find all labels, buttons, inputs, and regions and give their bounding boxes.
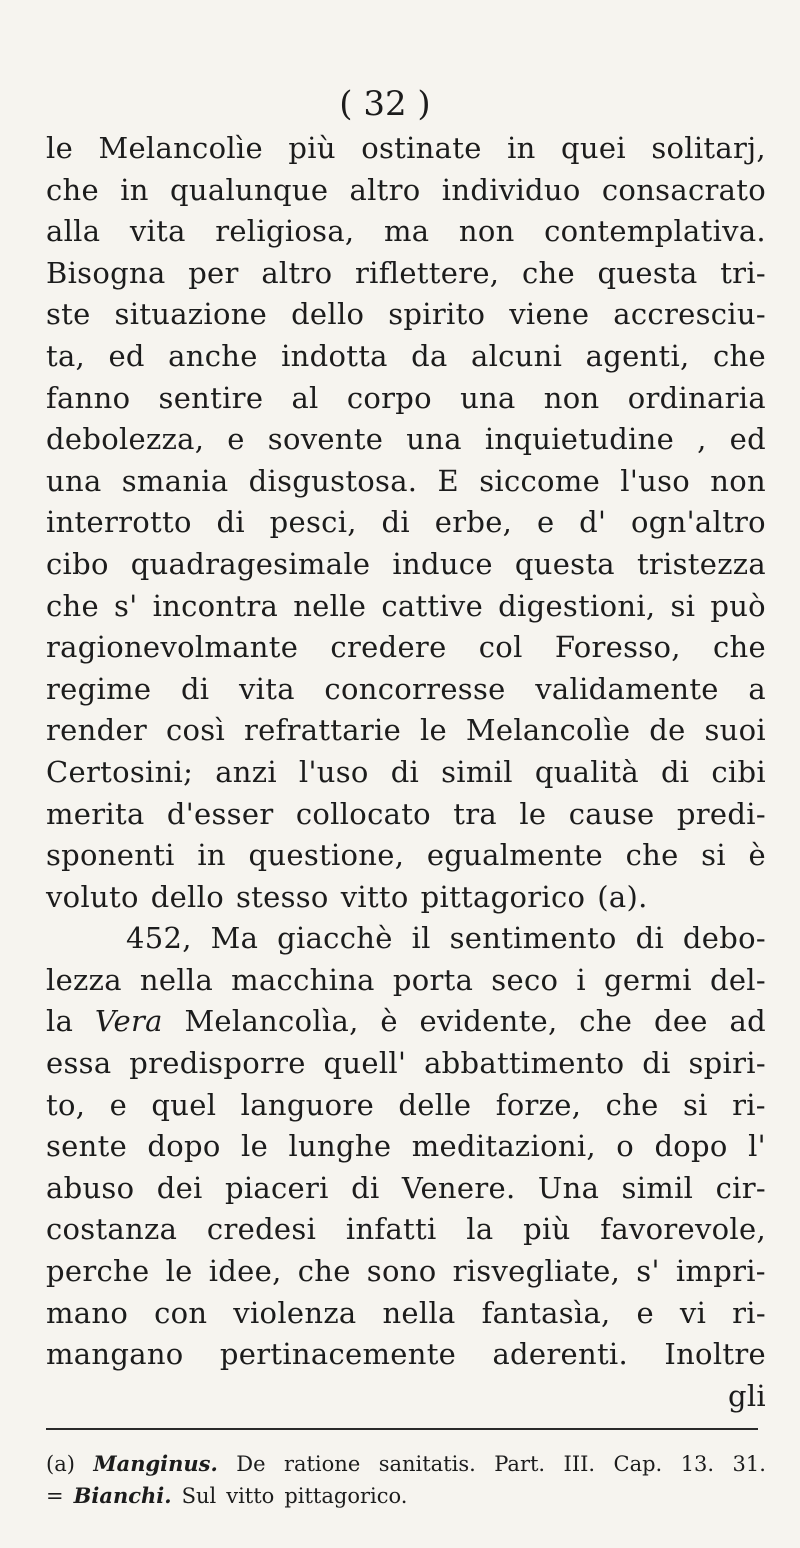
word: indotta	[281, 338, 388, 373]
word: col	[478, 630, 523, 665]
text-line-23	[46, 1043, 766, 1085]
word: siccome	[479, 463, 601, 498]
word: è	[748, 838, 766, 873]
word: languore	[240, 1087, 375, 1122]
text-line-25	[46, 1126, 766, 1168]
word: i	[576, 962, 586, 997]
catchword-line	[46, 1376, 766, 1418]
word: le	[46, 131, 74, 165]
word: Una	[537, 1170, 600, 1205]
word: non	[458, 214, 515, 249]
word: di	[660, 754, 690, 789]
word: di	[351, 1170, 380, 1205]
word: più	[288, 131, 336, 165]
word: s'	[114, 588, 138, 623]
word: sente	[46, 1129, 128, 1164]
word-italic: Vera	[94, 1004, 163, 1039]
text-line-17	[46, 794, 766, 836]
word: smania	[121, 463, 229, 498]
word: Cap.	[613, 1452, 663, 1476]
word: ogn'altro	[631, 505, 766, 540]
word: meditazioni,	[411, 1129, 596, 1164]
word: s'	[636, 1254, 660, 1289]
word: ma	[383, 214, 430, 249]
word: vitto	[226, 1484, 275, 1508]
word: e	[109, 1087, 128, 1122]
word: al	[291, 380, 319, 415]
word: Foresso,	[554, 630, 681, 665]
word: cattive	[381, 588, 484, 623]
word: dei	[156, 1170, 203, 1205]
word: cause	[568, 796, 655, 831]
word: Certosini;	[46, 754, 194, 789]
word: costanza	[46, 1212, 178, 1247]
word: sentire	[158, 380, 264, 415]
word: III.	[563, 1452, 596, 1476]
word: che	[712, 338, 766, 373]
word: di	[390, 754, 420, 789]
word: impri-	[675, 1254, 766, 1289]
word: mangano	[46, 1337, 184, 1372]
word: spiri-	[688, 1046, 766, 1081]
word: che	[521, 255, 575, 290]
word: pittagorico.	[284, 1484, 408, 1508]
word: erbe,	[434, 505, 513, 540]
word: ratione	[283, 1452, 361, 1476]
word: che	[297, 1254, 351, 1289]
word: quel	[151, 1087, 217, 1122]
word: in	[120, 172, 149, 207]
word: tra	[453, 796, 497, 831]
word: agenti,	[585, 338, 690, 373]
word: aderenti.	[492, 1337, 629, 1372]
footnote-line-1	[46, 1448, 766, 1480]
word: alla	[46, 214, 101, 249]
text-line-28	[46, 1251, 766, 1293]
word: che	[712, 630, 766, 665]
word: induce	[392, 546, 493, 581]
word: anzi	[215, 754, 277, 789]
word: ri-	[732, 1087, 766, 1122]
word: altro	[261, 255, 333, 290]
word: viene	[509, 297, 590, 332]
word: non	[543, 380, 600, 415]
word: violenza	[233, 1295, 357, 1330]
word: Melancolìa,	[184, 1004, 359, 1039]
text-line-4	[46, 253, 766, 295]
word: a	[748, 671, 766, 706]
text-line-29	[46, 1293, 766, 1335]
word: dee	[653, 1004, 708, 1039]
word: vitto	[340, 879, 409, 914]
word: nelle	[293, 588, 367, 623]
footnotes	[46, 1448, 766, 1512]
text-line-20	[46, 918, 766, 960]
word: de	[649, 713, 686, 748]
word: o	[616, 1129, 635, 1164]
word: così	[165, 713, 226, 748]
word: favorevole,	[600, 1212, 766, 1247]
word: porta	[392, 962, 474, 997]
text-line-11	[46, 544, 766, 586]
word: cibo	[46, 546, 109, 581]
word: che	[625, 838, 679, 873]
word: con	[154, 1295, 208, 1330]
word: fantasìa,	[481, 1295, 611, 1330]
word: debo-	[682, 921, 766, 956]
word: individuo	[441, 172, 581, 207]
word: d'esser	[166, 796, 274, 831]
word: da	[411, 338, 448, 373]
footnote-line-2	[46, 1480, 766, 1512]
text-line-18	[46, 835, 766, 877]
text-line-16	[46, 752, 766, 794]
word: una	[460, 380, 516, 415]
word: seco	[491, 962, 559, 997]
text-line-7	[46, 378, 766, 420]
word: dopo	[654, 1129, 728, 1164]
word: riflettere,	[354, 255, 500, 290]
word: del-	[709, 962, 766, 997]
word: pertinacemente	[219, 1337, 457, 1372]
word: ed	[108, 338, 145, 373]
word: e	[227, 422, 245, 457]
word: qualunque	[170, 172, 329, 207]
word: De	[236, 1452, 266, 1476]
word: simil	[441, 754, 513, 789]
word: situazione	[114, 297, 268, 332]
word: corpo	[346, 380, 432, 415]
word: di	[216, 505, 245, 540]
word: validamente	[535, 671, 719, 706]
word: voluto	[46, 879, 139, 914]
word: cibi	[711, 754, 766, 789]
word: Ma	[210, 921, 259, 956]
footnote-rule	[46, 1428, 758, 1430]
word: vita	[129, 214, 186, 249]
text-line-2	[46, 170, 766, 212]
word: Part.	[494, 1452, 546, 1476]
word: vita	[239, 671, 295, 706]
word: collocato	[295, 796, 431, 831]
word: dello	[150, 879, 224, 914]
footnote-marker: (a)	[46, 1452, 75, 1476]
word: stesso	[235, 879, 329, 914]
word: refrattarie	[243, 713, 402, 748]
word: egualmente	[426, 838, 603, 873]
word: di	[635, 921, 665, 956]
text-line-8	[46, 419, 766, 461]
word: 31.	[732, 1452, 766, 1476]
word: contemplativa.	[544, 214, 766, 249]
word: digestioni,	[498, 588, 656, 623]
text-line-22	[46, 1001, 766, 1043]
word: qualità	[534, 754, 639, 789]
word: tristezza	[636, 546, 766, 581]
word: quei	[561, 131, 626, 165]
word: che	[46, 172, 99, 207]
word: d'	[579, 505, 607, 540]
word: simil	[621, 1170, 694, 1205]
word: perche	[46, 1254, 150, 1289]
word: germi	[604, 962, 692, 997]
word: l'	[748, 1129, 766, 1164]
word: in	[507, 131, 536, 165]
text-line-30	[46, 1334, 766, 1376]
word: e	[636, 1295, 654, 1330]
word: incontra	[152, 588, 279, 623]
word: l'uso	[298, 754, 369, 789]
word: di	[180, 671, 210, 706]
word: pesci,	[269, 505, 357, 540]
word: predi-	[676, 796, 766, 831]
word: questione,	[248, 838, 405, 873]
word: in	[197, 838, 226, 873]
word: essa	[46, 1046, 112, 1081]
word: le	[519, 796, 547, 831]
word: interrotto	[46, 505, 192, 540]
word: macchina	[231, 962, 375, 997]
text-line-10	[46, 502, 766, 544]
text-line-13	[46, 627, 766, 669]
text-line-1	[46, 128, 766, 170]
word: consacrato	[601, 172, 766, 207]
word: suoi	[704, 713, 766, 748]
word: di	[642, 1046, 671, 1081]
word: la	[466, 1212, 494, 1247]
word: merita	[46, 796, 145, 831]
word: il	[411, 921, 431, 956]
word: Inoltre	[664, 1337, 766, 1372]
word: E	[437, 463, 460, 498]
word: tri-	[720, 255, 766, 290]
word: debolezza,	[46, 422, 205, 457]
word: infatti	[345, 1212, 437, 1247]
text-line-19	[46, 877, 766, 919]
word: giacchè	[277, 921, 393, 956]
word: ,	[697, 422, 707, 457]
word: che	[46, 588, 99, 623]
word: to,	[46, 1087, 86, 1122]
word: lunghe	[288, 1129, 392, 1164]
word: 13.	[680, 1452, 715, 1476]
word: nella	[382, 1295, 456, 1330]
word: non	[710, 463, 766, 498]
word: concorresse	[324, 671, 506, 706]
word: ste	[46, 297, 91, 332]
word: che	[605, 1087, 659, 1122]
word: inquietudine	[484, 422, 675, 457]
word: sanitatis.	[378, 1452, 476, 1476]
word: sponenti	[46, 838, 175, 873]
word: predisporre	[129, 1046, 306, 1081]
word: abuso	[46, 1170, 135, 1205]
word: fanno	[46, 380, 131, 415]
text-line-9	[46, 461, 766, 503]
word: ordinaria	[627, 380, 766, 415]
word: lezza	[46, 962, 122, 997]
page-number: ( 32 )	[339, 84, 431, 124]
word: render	[46, 713, 148, 748]
word: anche	[168, 338, 258, 373]
word: forze,	[495, 1087, 582, 1122]
footnote-reference: (a).	[597, 879, 648, 914]
word: piaceri	[224, 1170, 329, 1205]
word: quadragesimale	[130, 546, 371, 581]
word: nella	[139, 962, 214, 997]
word: che	[579, 1004, 633, 1039]
word: ta,	[46, 338, 86, 373]
word: Sul	[181, 1484, 217, 1508]
word: regime	[46, 671, 152, 706]
text-line-15	[46, 710, 766, 752]
footnote-marker: =	[46, 1484, 64, 1508]
word: mano	[46, 1295, 129, 1330]
word: alcuni	[470, 338, 563, 373]
word: più	[523, 1212, 571, 1247]
word: una	[406, 422, 462, 457]
text-line-27	[46, 1209, 766, 1251]
word: religiosa,	[215, 214, 355, 249]
word: ed	[729, 422, 766, 457]
word: ostinate	[361, 131, 482, 165]
word: pittagorico	[420, 879, 586, 914]
word: idee,	[208, 1254, 282, 1289]
word: le	[419, 713, 447, 748]
paragraph-number: 452,	[126, 921, 192, 956]
text-line-6	[46, 336, 766, 378]
word: spirito	[388, 297, 486, 332]
word: vi	[679, 1295, 707, 1330]
footnote-author: Bianchi.	[73, 1483, 172, 1508]
word: evidente,	[419, 1004, 558, 1039]
word: l'uso	[620, 463, 691, 498]
word: disgustosa.	[248, 463, 418, 498]
word: solitarj,	[651, 131, 766, 165]
word: le	[165, 1254, 193, 1289]
word: la	[46, 1004, 74, 1039]
word: questa	[514, 546, 615, 581]
catchword: gli	[727, 1378, 766, 1413]
word: risvegliate,	[452, 1254, 621, 1289]
text-line-21	[46, 960, 766, 1002]
word: le	[241, 1129, 269, 1164]
word: una	[46, 463, 102, 498]
word: abbattimento	[424, 1046, 625, 1081]
text-line-14	[46, 669, 766, 711]
text-line-5	[46, 294, 766, 336]
word: è	[380, 1004, 398, 1039]
word: ad	[729, 1004, 766, 1039]
word: si	[701, 838, 726, 873]
word: questa	[597, 255, 698, 290]
word: accresciu-	[613, 297, 766, 332]
word: altro	[349, 172, 421, 207]
text-line-26	[46, 1168, 766, 1210]
word: Melancolìe	[465, 713, 631, 748]
text-line-12	[46, 586, 766, 628]
word: ragionevolmante	[46, 630, 299, 665]
word: quell'	[323, 1046, 407, 1081]
body-text	[46, 128, 766, 1417]
word: per	[188, 255, 239, 290]
word: Venere.	[401, 1170, 516, 1205]
text-line-3	[46, 211, 766, 253]
word: sentimento	[449, 921, 617, 956]
word: sono	[366, 1254, 437, 1289]
word: si	[682, 1087, 708, 1122]
word: dello	[291, 297, 365, 332]
word: cir-	[715, 1170, 766, 1205]
word: ri-	[732, 1295, 766, 1330]
word: può	[710, 588, 766, 623]
word: delle	[398, 1087, 472, 1122]
word: credesi	[206, 1212, 317, 1247]
word: e	[536, 505, 555, 540]
word: Melancolìe	[98, 131, 263, 165]
word: sovente	[267, 422, 384, 457]
word: si	[670, 588, 696, 623]
text-line-24	[46, 1085, 766, 1127]
word: credere	[330, 630, 447, 665]
word: di	[381, 505, 410, 540]
word: dopo	[147, 1129, 221, 1164]
footnote-author: Manginus.	[93, 1451, 218, 1476]
word: Bisogna	[46, 255, 166, 290]
